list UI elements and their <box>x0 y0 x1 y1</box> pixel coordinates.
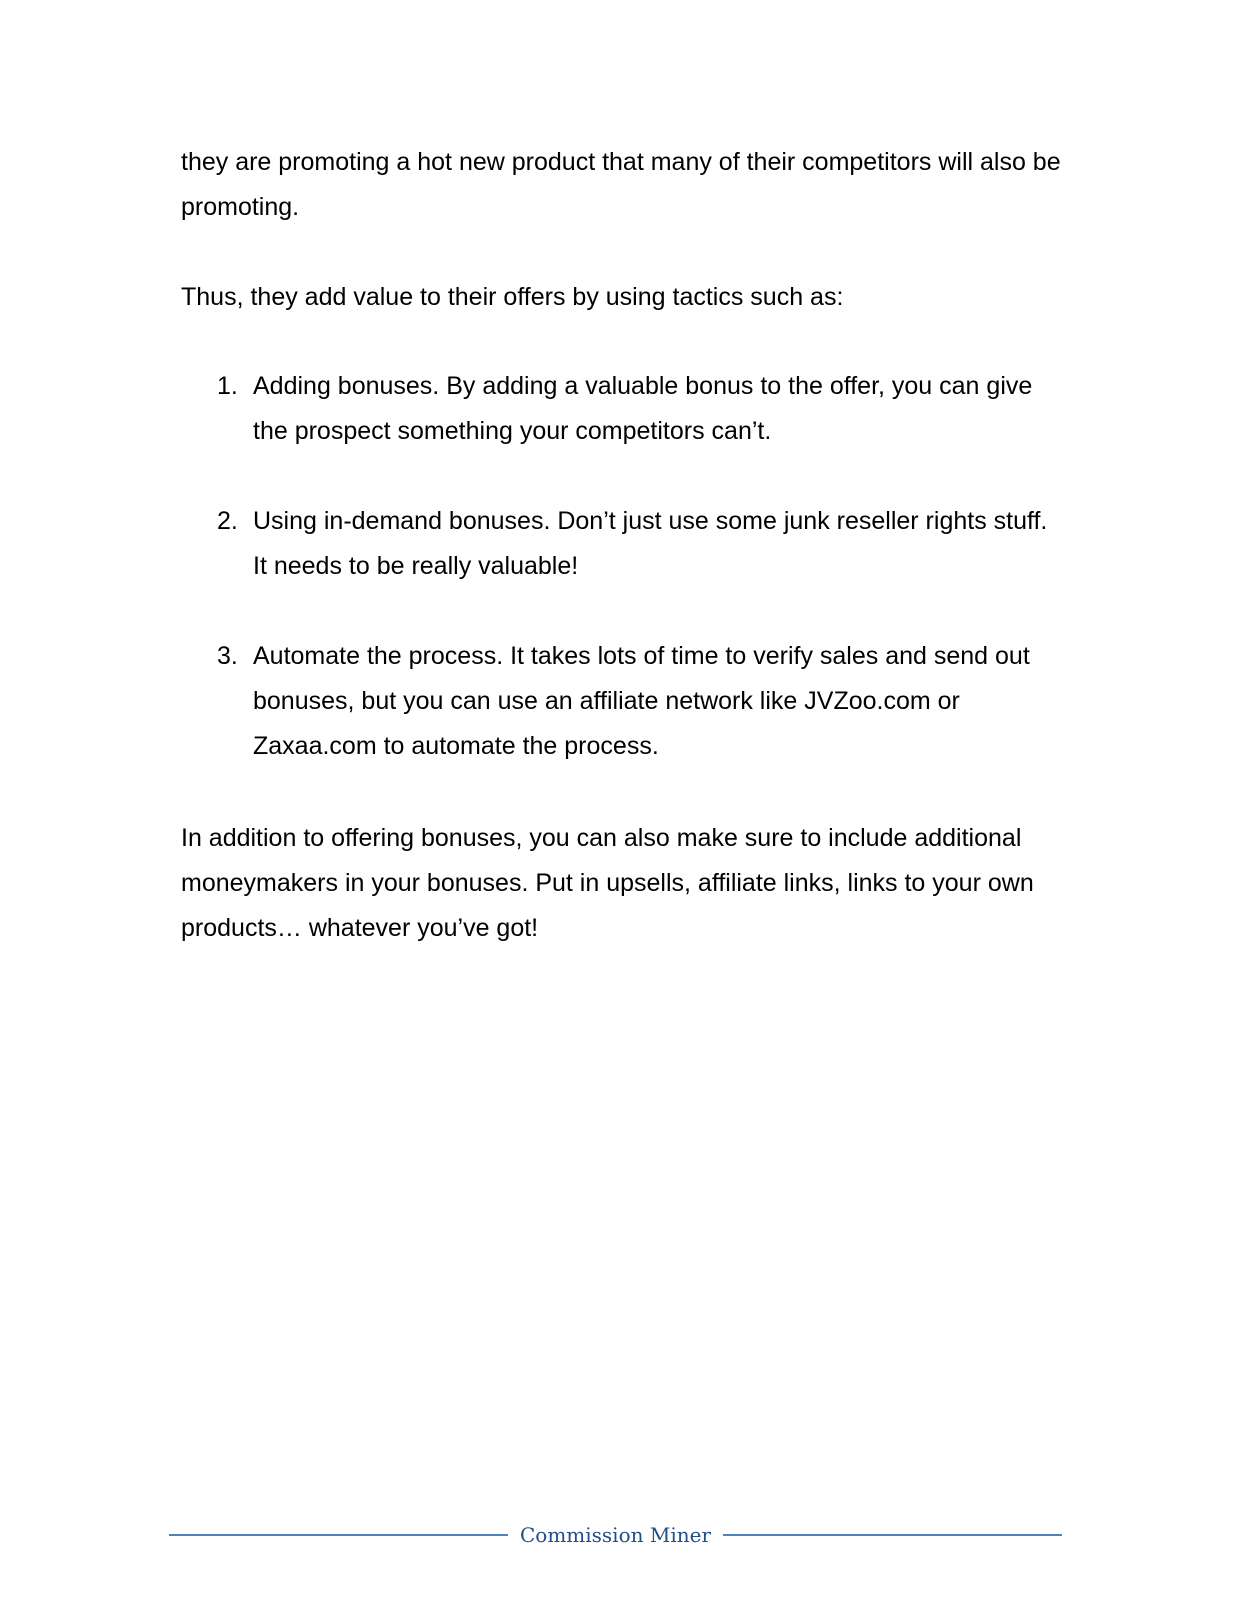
footer-title: Commission Miner <box>519 1523 712 1547</box>
list-item-number: 1. <box>217 372 238 400</box>
tactics-list <box>181 364 1061 814</box>
list-item-text: Automate the process. It takes lots of time to verify sales and send out bonuses, but you can use an affiliate network like JVZoo.com or Zaxaa.com to automate the process. <box>253 642 1030 760</box>
list-item-number: 2. <box>217 507 238 535</box>
list-item-number: 3. <box>217 642 238 670</box>
list-item <box>181 364 1061 454</box>
list-item-text: Using in-demand bonuses. Don’t just use some junk reseller rights stuff. It needs to be really valuable! <box>253 507 1048 580</box>
paragraph-moneymakers: In addition to offering bonuses, you can also make sure to include additional moneymakers in your bonuses. Put in upsells, affiliate links, links to your own products… whatever you’ve got! <box>181 824 1034 942</box>
list-item <box>181 499 1061 589</box>
paragraph-intro: they are promoting a hot new product that many of their competitors will also be promoting. <box>181 148 1061 221</box>
page-footer <box>169 1520 1062 1550</box>
footer-rule-right <box>723 1534 1062 1536</box>
paragraph-tactics-lead: Thus, they add value to their offers by using tactics such as: <box>181 283 844 311</box>
list-item-text: Adding bonuses. By adding a valuable bonus to the offer, you can give the prospect something your competitors can’t. <box>253 372 1033 445</box>
footer-rule-left <box>169 1534 508 1536</box>
list-item <box>181 634 1061 769</box>
